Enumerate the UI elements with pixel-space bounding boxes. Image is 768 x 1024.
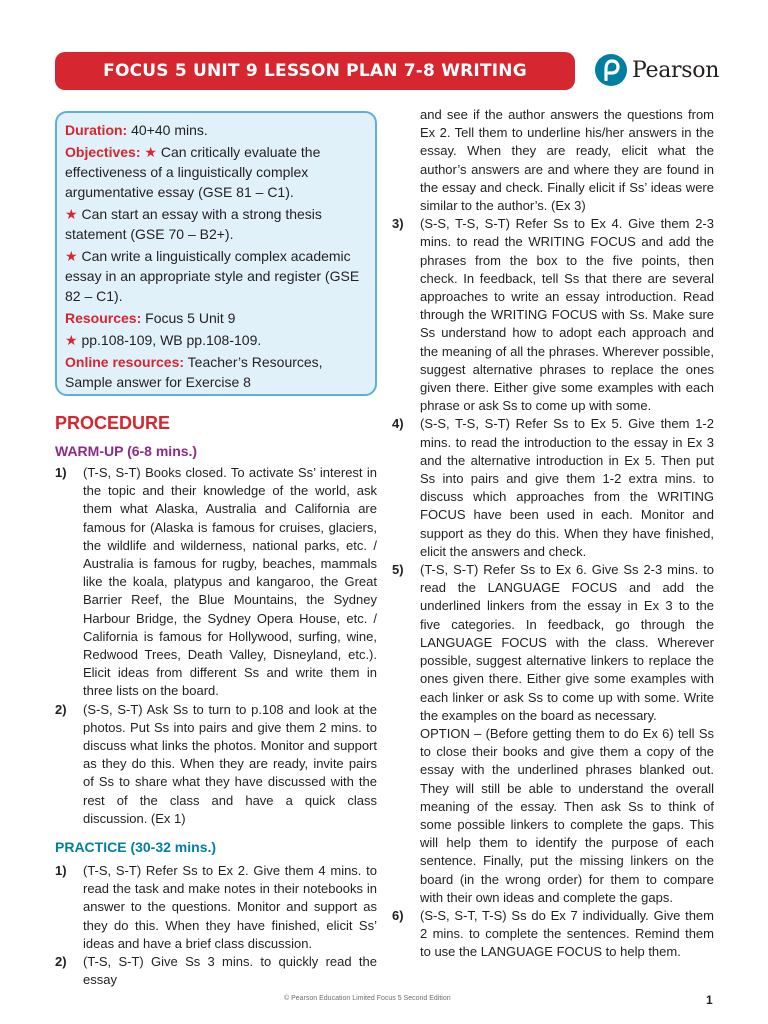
lesson-info-box <box>55 111 377 396</box>
practice-step <box>392 561 714 725</box>
option-note <box>392 725 714 907</box>
warmup-heading: WARM-UP (6-8 mins.) <box>55 443 198 459</box>
copyright-note: © Pearson Education Limited Focus 5 Second Edition <box>284 995 451 1002</box>
step-number: 5) <box>392 562 404 578</box>
step-text: (S-S, T-S, S-T) Refer Ss to Ex 4. Give them 2-3 mins. to read the WRITING FOCUS and add the phrases from the box to the five points, then check. In feedback, tell Ss that there are several approaches to write an essay introduction. Read through the WRITING FOCUS with Ss. Make sure Ss understand how to adopt each approach and the meaning of all the phrases. Wherever possible, suggest alternative phrases to replace the ones given there. Either give some examples with each phrase or ask Ss to come up with some. <box>420 216 714 414</box>
practice-step <box>392 415 714 561</box>
option-text: OPTION – (Before getting them to do Ex 6) tell Ss to close their books and give them a copy of the essay with the underlined phrases blanked out. They will still be able to understand the overall meaning of the essay. Then ask Ss to think of some possible linkers to complete the gaps. This will help them to identify the purpose of each sentence. Finally, put the missing linkers on the board (in the wrong order) for them to compare with their own ideas and complete the gaps. <box>420 725 714 905</box>
online-resources-line <box>65 352 367 392</box>
step-text: (T-S, S-T) Give Ss 3 mins. to quickly read the essay <box>83 954 377 988</box>
page-number: 1 <box>706 993 713 1007</box>
lesson-title: FOCUS 5 UNIT 9 LESSON PLAN 7-8 WRITING <box>55 52 575 90</box>
objective-2 <box>65 204 367 244</box>
objectives-label: Objectives: <box>65 144 141 160</box>
online-resources-value: Teacher’s Resources, Sample answer for Exercise 8 <box>65 354 323 390</box>
step-number: 3) <box>392 216 404 232</box>
pearson-logo-icon <box>595 54 627 86</box>
resources-line <box>65 308 367 328</box>
step-text: (S-S, T-S, S-T) Refer Ss to Ex 5. Give them 1-2 mins. to read the introduction to the essay in Ex 3 and the alternative introduction in Ex 5. Then put Ss into pairs and give them 1-2 extra mins. to discuss which approaches from the WRITING FOCUS have been used in each. Monitor and support as they do this. When they have finished, elicit the answers and check. <box>420 416 714 559</box>
procedure-heading: PROCEDURE <box>55 413 171 433</box>
practice-step <box>55 953 377 989</box>
resources-label: Resources: <box>65 310 142 326</box>
objective-3 <box>65 246 367 306</box>
duration-line <box>65 120 367 140</box>
logo-text: Pearson <box>632 57 720 83</box>
right-column <box>392 106 714 962</box>
step-number: 4) <box>392 416 404 432</box>
online-resources-label: Online resources: <box>65 354 185 370</box>
step-text: (T-S, S-T) Books closed. To activate Ss’ interest in the topic and their knowledge of the world, ask them what Alaska, Australia and California are famous for (Alaska is famous for cruises, glaciers, the wildlife and wilderness, national parks, etc. / Australia is famous for rugby, beaches, mammals like the koala, platypus and kangaroo, the Great Barrier Reef, the Blue Mountains, the Sydney Harbour Bridge, the Sydney Opera House, etc. / California is famous for Hollywood, surfing, wine, Redwood Trees, Death Valley, Disneyland, etc.). Elicit ideas from different Ss and write them in three lists on the board. <box>83 465 377 699</box>
warmup-step <box>55 464 377 701</box>
step-continuation <box>392 106 714 215</box>
step-number: 2) <box>55 954 67 970</box>
warmup-steps <box>55 464 377 828</box>
objective-3-text: Can write a linguistically complex academic essay in an appropriate style and register (GSE 82 – C1). <box>65 248 360 304</box>
resources-pages: pp.108-109, WB pp.108-109. <box>77 332 262 348</box>
step-number: 6) <box>392 907 404 923</box>
practice-heading: PRACTICE (30-32 mins.) <box>55 839 217 855</box>
warmup-step <box>55 701 377 828</box>
objective-1-text: Can critically evaluate the effectiveness of a linguistically complex argumentative essay (GSE 81 – C1). <box>65 144 321 200</box>
step-number: 1) <box>55 465 67 480</box>
resources-value: Focus 5 Unit 9 <box>141 310 236 326</box>
practice-steps <box>55 862 377 989</box>
resources-pages-line <box>65 330 367 350</box>
star-icon: ★ <box>65 206 78 222</box>
star-icon: ★ <box>65 332 78 348</box>
star-icon: ★ <box>144 144 157 160</box>
step-text: (T-S, S-T) Refer Ss to Ex 6. Give Ss 2-3 mins. to read the LANGUAGE FOCUS and add the underlined linkers from the essay in Ex 3 to the five categories. In feedback, go through the LANGUAGE FOCUS with the class. Wherever possible, suggest alternative linkers to replace the ones given there. Either give some examples with each linker or ask Ss to come up with some. Write the examples on the board as necessary. <box>420 562 714 723</box>
step-text: (S-S, S-T) Ask Ss to turn to p.108 and look at the photos. Put Ss into pairs and give them 2 mins. to discuss what links the photos. Monitor and support as they do this. When they are ready, invite pairs of Ss to share what they have discussed with the rest of the class and have a quick class discussion. (Ex 1) <box>83 701 377 826</box>
duration-value: 40+40 mins. <box>127 122 208 138</box>
practice-step <box>392 215 714 415</box>
practice-step <box>392 907 714 962</box>
step-number: 1) <box>55 863 67 878</box>
pearson-logo <box>595 52 719 88</box>
star-icon: ★ <box>65 248 78 264</box>
continuation-text: and see if the author answers the questions from Ex 2. Tell them to underline his/her answers in the essay. When they are ready, elicit what the author’s answers are and where they are found in the essay and check. Finally elicit if Ss’ ideas were similar to the author’s. (Ex 3) <box>420 107 714 214</box>
duration-label: Duration: <box>65 122 128 138</box>
step-text: (T-S, S-T) Refer Ss to Ex 2. Give them 4 mins. to read the task and make notes in their notebooks in answer to the questions. Monitor and support as they do this. When they have finished, elicit Ss’ ideas and have a brief class discussion. <box>83 863 377 951</box>
step-number: 2) <box>55 701 67 717</box>
objective-1 <box>65 142 367 202</box>
page-footer <box>0 993 768 1009</box>
practice-step <box>55 862 377 953</box>
step-text: (S-S, S-T, T-S) Ss do Ex 7 individually. Give them 2 mins. to complete the sentences. Remind them to use the LANGUAGE FOCUS to help them. <box>420 907 714 960</box>
objective-2-text: Can start an essay with a strong thesis statement (GSE 70 – B2+). <box>65 206 322 242</box>
